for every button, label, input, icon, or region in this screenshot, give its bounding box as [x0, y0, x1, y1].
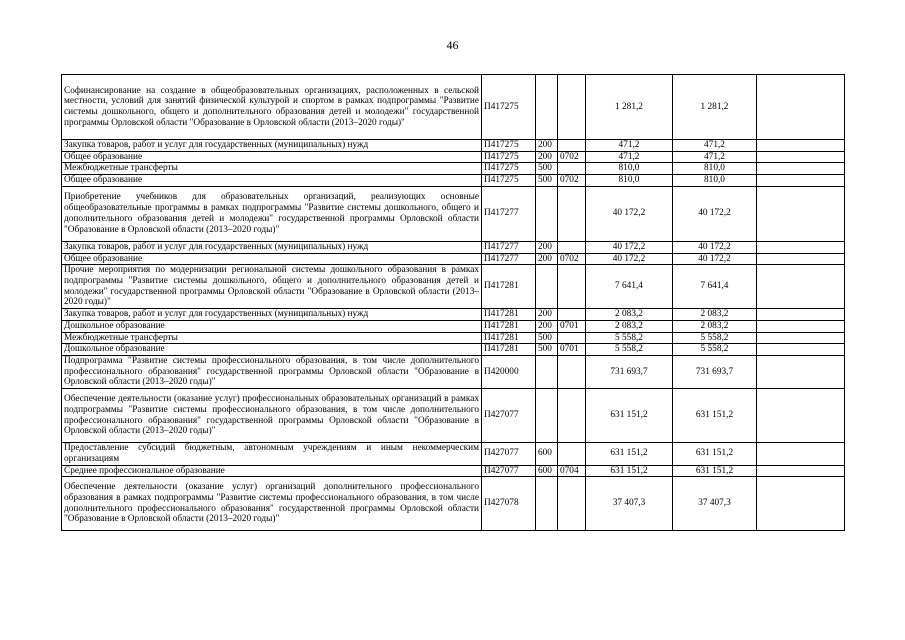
target-code: П427077: [482, 389, 536, 443]
item-name: Общее образование: [62, 175, 482, 187]
section-code: 0702: [558, 253, 586, 265]
expense-type: 600: [536, 443, 558, 465]
amount-1: 2 083,2: [586, 320, 673, 332]
amount-2: 631 151,2: [673, 389, 757, 443]
extra-cell: [757, 186, 845, 241]
amount-1: 731 693,7: [586, 356, 673, 389]
extra-cell: [757, 140, 845, 152]
target-code: П420000: [482, 356, 536, 389]
expense-type: 500: [536, 175, 558, 187]
amount-2: 40 172,2: [673, 186, 757, 241]
table-row: [62, 332, 845, 344]
section-code: [558, 356, 586, 389]
extra-cell: [757, 443, 845, 465]
item-name: Дошкольное образование: [62, 320, 482, 332]
extra-cell: [757, 477, 845, 531]
table-row: [62, 75, 845, 140]
section-code: [558, 163, 586, 175]
extra-cell: [757, 465, 845, 477]
expense-type: [536, 265, 558, 309]
extra-cell: [757, 344, 845, 356]
section-code: 0701: [558, 344, 586, 356]
expense-type: 500: [536, 163, 558, 175]
target-code: П417277: [482, 186, 536, 241]
expense-type: [536, 356, 558, 389]
table-row: [62, 265, 845, 309]
item-name: Обеспечение деятельности (оказание услуг) профессиональных образовательных организаций в рамках подпрограммы "Развитие системы профессионального образования, в том числе дополнительного профессионального образования" государственной программы Орловской области "Образование в Орловской области (2013–2020 годы)": [62, 389, 482, 443]
table-row: [62, 344, 845, 356]
section-code: [558, 75, 586, 140]
amount-2: 5 558,2: [673, 344, 757, 356]
expense-type: [536, 477, 558, 531]
extra-cell: [757, 253, 845, 265]
amount-1: 5 558,2: [586, 332, 673, 344]
extra-cell: [757, 309, 845, 321]
amount-1: 40 172,2: [586, 241, 673, 253]
section-code: 0701: [558, 320, 586, 332]
section-code: 0704: [558, 465, 586, 477]
amount-1: 810,0: [586, 163, 673, 175]
item-name: Приобретение учебников для образовательных организаций, реализующих основные общеобразовательные программы в рамках подпрограммы "Развитие системы дошкольного, общего и дополнительного образования детей и молодежи" государственной программы Орловской области "Образование в Орловской области (2013–2020 годы)": [62, 186, 482, 241]
amount-1: 40 172,2: [586, 186, 673, 241]
target-code: П417281: [482, 320, 536, 332]
table-row: [62, 309, 845, 321]
table-row: [62, 241, 845, 253]
amount-2: 1 281,2: [673, 75, 757, 140]
amount-1: 37 407,3: [586, 477, 673, 531]
section-code: 0702: [558, 175, 586, 187]
expense-type: 600: [536, 465, 558, 477]
amount-2: 37 407,3: [673, 477, 757, 531]
expense-type: 200: [536, 151, 558, 163]
item-name: Софинансирование на создание в общеобразовательных организациях, расположенных в сельской местности, условий для занятий физической культурой и спортом в рамках подпрограммы "Развитие системы дошкольного, общего и дополнительного образования детей и молодежи" государственной программы Орловской области "Образование в Орловской области (2013–2020 годы)": [62, 75, 482, 140]
amount-2: 810,0: [673, 175, 757, 187]
table-row: [62, 389, 845, 443]
extra-cell: [757, 389, 845, 443]
expense-type: 200: [536, 241, 558, 253]
extra-cell: [757, 332, 845, 344]
section-code: [558, 477, 586, 531]
extra-cell: [757, 75, 845, 140]
table-row: [62, 186, 845, 241]
item-name: Общее образование: [62, 151, 482, 163]
table-row: [62, 477, 845, 531]
amount-2: 731 693,7: [673, 356, 757, 389]
table-row: [62, 443, 845, 465]
section-code: [558, 241, 586, 253]
table-row: [62, 163, 845, 175]
section-code: [558, 140, 586, 152]
item-name: Общее образование: [62, 253, 482, 265]
target-code: П427077: [482, 443, 536, 465]
item-name: Среднее профессиональное образование: [62, 465, 482, 477]
extra-cell: [757, 320, 845, 332]
expense-type: 200: [536, 140, 558, 152]
extra-cell: [757, 241, 845, 253]
amount-2: 2 083,2: [673, 320, 757, 332]
table-row: [62, 356, 845, 389]
table-row: [62, 253, 845, 265]
item-name: Межбюджетные трансферты: [62, 163, 482, 175]
table-row: [62, 151, 845, 163]
extra-cell: [757, 151, 845, 163]
expense-type: [536, 186, 558, 241]
amount-1: 471,2: [586, 140, 673, 152]
table-row: [62, 140, 845, 152]
target-code: П417281: [482, 309, 536, 321]
target-code: П417275: [482, 75, 536, 140]
expense-type: 200: [536, 320, 558, 332]
target-code: П417275: [482, 151, 536, 163]
amount-1: 471,2: [586, 151, 673, 163]
item-name: Закупка товаров, работ и услуг для государственных (муниципальных) нужд: [62, 241, 482, 253]
amount-1: 5 558,2: [586, 344, 673, 356]
table-row: [62, 465, 845, 477]
expense-type: [536, 389, 558, 443]
item-name: Предоставление субсидий бюджетным, автономным учреждениям и иным некоммерческим организациям: [62, 443, 482, 465]
amount-2: 810,0: [673, 163, 757, 175]
section-code: [558, 389, 586, 443]
target-code: П417275: [482, 140, 536, 152]
amount-2: 5 558,2: [673, 332, 757, 344]
amount-2: 471,2: [673, 151, 757, 163]
expense-type: 200: [536, 309, 558, 321]
page-number: 46: [446, 38, 459, 52]
target-code: П427078: [482, 477, 536, 531]
expense-type: 500: [536, 344, 558, 356]
item-name: Обеспечение деятельности (оказание услуг) организаций дополнительного профессионального образования в рамках подпрограммы "Развитие системы профессионального образования, в том числе дополнительного профессионального образования" государственной программы Орловской области "Образование в Орловской области (2013–2020 годы)": [62, 477, 482, 531]
target-code: П427077: [482, 465, 536, 477]
section-code: 0702: [558, 151, 586, 163]
amount-2: 7 641,4: [673, 265, 757, 309]
section-code: [558, 309, 586, 321]
extra-cell: [757, 356, 845, 389]
item-name: Межбюджетные трансферты: [62, 332, 482, 344]
section-code: [558, 332, 586, 344]
table-row: [62, 175, 845, 187]
section-code: [558, 443, 586, 465]
target-code: П417281: [482, 344, 536, 356]
expense-type: 200: [536, 253, 558, 265]
extra-cell: [757, 175, 845, 187]
target-code: П417275: [482, 163, 536, 175]
amount-2: 40 172,2: [673, 253, 757, 265]
amount-1: 2 083,2: [586, 309, 673, 321]
target-code: П417277: [482, 241, 536, 253]
item-name: Прочие мероприятия по модернизации региональной системы дошкольного образования в рамках подпрограммы "Развитие системы дошкольного, общего и дополнительного образования детей и молодежи" государственной программы Орловской области "Образование в Орловской области (2013–2020 годы)": [62, 265, 482, 309]
budget-table: [61, 74, 845, 531]
amount-2: 631 151,2: [673, 465, 757, 477]
section-code: [558, 265, 586, 309]
amount-2: 40 172,2: [673, 241, 757, 253]
amount-1: 7 641,4: [586, 265, 673, 309]
amount-2: 471,2: [673, 140, 757, 152]
item-name: Дошкольное образование: [62, 344, 482, 356]
extra-cell: [757, 265, 845, 309]
amount-1: 1 281,2: [586, 75, 673, 140]
amount-1: 810,0: [586, 175, 673, 187]
target-code: П417277: [482, 253, 536, 265]
section-code: [558, 186, 586, 241]
table-row: [62, 320, 845, 332]
expense-type: [536, 75, 558, 140]
item-name: Закупка товаров, работ и услуг для государственных (муниципальных) нужд: [62, 309, 482, 321]
item-name: Закупка товаров, работ и услуг для государственных (муниципальных) нужд: [62, 140, 482, 152]
target-code: П417281: [482, 265, 536, 309]
extra-cell: [757, 163, 845, 175]
amount-1: 40 172,2: [586, 253, 673, 265]
amount-1: 631 151,2: [586, 443, 673, 465]
amount-1: 631 151,2: [586, 465, 673, 477]
item-name: Подпрограмма "Развитие системы профессионального образования, в том числе дополнительного профессионального образования" государственной программы Орловской области "Образование в Орловской области (2013–2020 годы)": [62, 356, 482, 389]
expense-type: 500: [536, 332, 558, 344]
amount-2: 631 151,2: [673, 443, 757, 465]
amount-1: 631 151,2: [586, 389, 673, 443]
target-code: П417275: [482, 175, 536, 187]
amount-2: 2 083,2: [673, 309, 757, 321]
target-code: П417281: [482, 332, 536, 344]
